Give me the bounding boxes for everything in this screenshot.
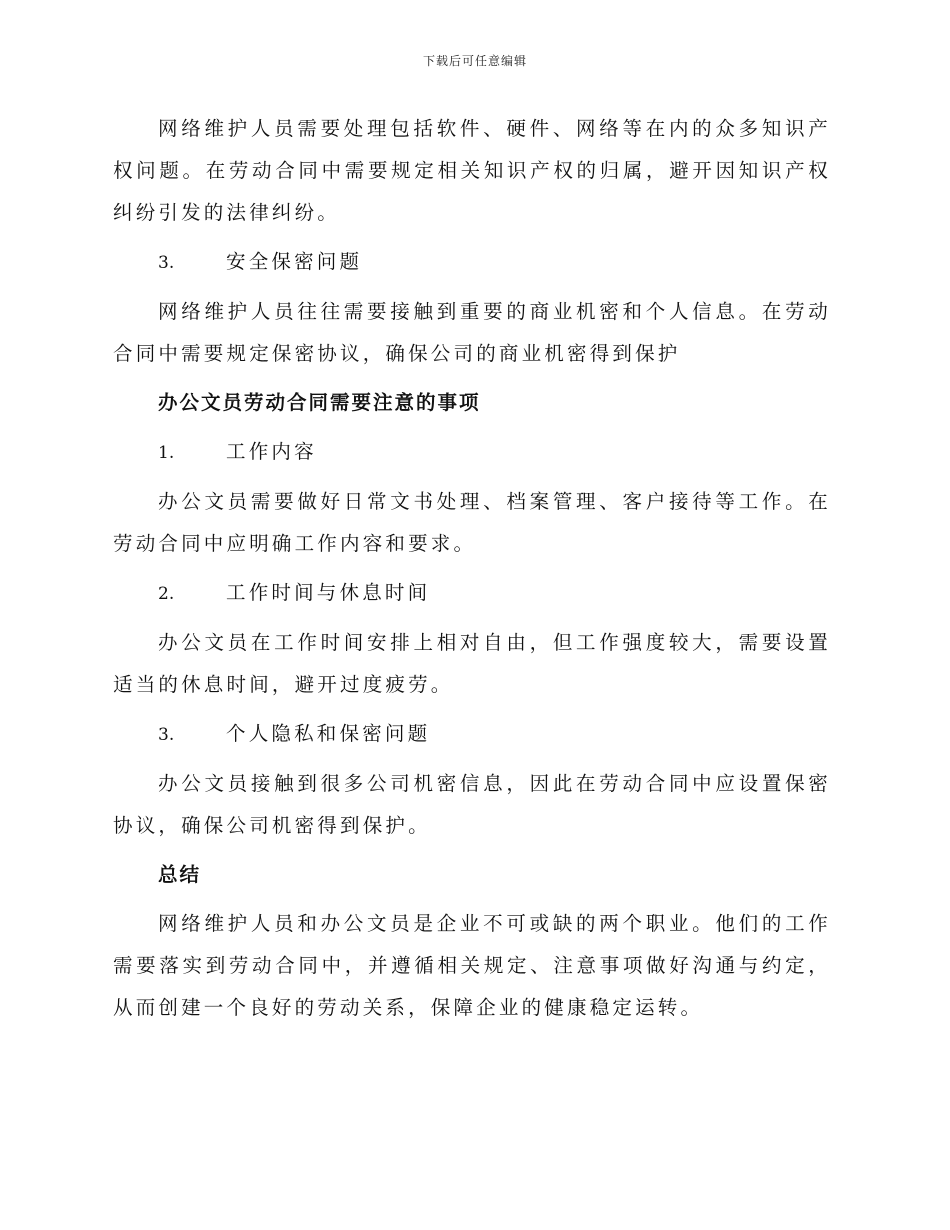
list-item-label: 个人隐私和保密问题 <box>226 722 431 745</box>
paragraph-privacy: 办公文员接触到很多公司机密信息，因此在劳动合同中应设置保密协议，确保公司机密得到保护。 <box>113 772 831 837</box>
list-item-privacy <box>113 713 831 756</box>
list-item-number: 3. <box>158 253 175 273</box>
list-item-label: 工作内容 <box>226 440 317 463</box>
paragraph-work-content: 办公文员需要做好日常文书处理、档案管理、客户接待等工作。在劳动合同中应明确工作内容和要求。 <box>113 490 831 555</box>
list-item-security <box>113 241 831 284</box>
paragraph-security: 网络维护人员往往需要接触到重要的商业机密和个人信息。在劳动合同中需要规定保密协议，确保公司的商业机密得到保护 <box>113 300 831 365</box>
document-body <box>113 108 831 1036</box>
list-item-work-hours <box>113 572 831 615</box>
list-item-label: 工作时间与休息时间 <box>226 581 431 604</box>
list-item-label: 安全保密问题 <box>226 250 363 273</box>
paragraph-work-hours: 办公文员在工作时间安排上相对自由，但工作强度较大，需要设置适当的休息时间，避开过度疲劳。 <box>113 631 831 696</box>
page-header: 下载后可任意编辑 <box>422 54 527 68</box>
paragraph-ip-issues: 网络维护人员需要处理包括软件、硬件、网络等在内的众多知识产权问题。在劳动合同中需要规定相关知识产权的归属，避开因知识产权纠纷引发的法律纠纷。 <box>113 117 831 224</box>
section-heading-summary: 总结 <box>158 863 202 886</box>
section-heading-office-clerk: 办公文员劳动合同需要注意的事项 <box>158 391 481 414</box>
list-item-work-content <box>113 431 831 474</box>
list-item-number: 3. <box>158 725 175 745</box>
list-item-number: 1. <box>158 443 175 463</box>
paragraph-summary: 网络维护人员和办公文员是企业不可或缺的两个职业。他们的工作需要落实到劳动合同中，并遵循相关规定、注意事项做好沟通与约定，从而创建一个良好的劳动关系，保障企业的健康稳定运转。 <box>113 912 831 1019</box>
list-item-number: 2. <box>158 584 175 604</box>
